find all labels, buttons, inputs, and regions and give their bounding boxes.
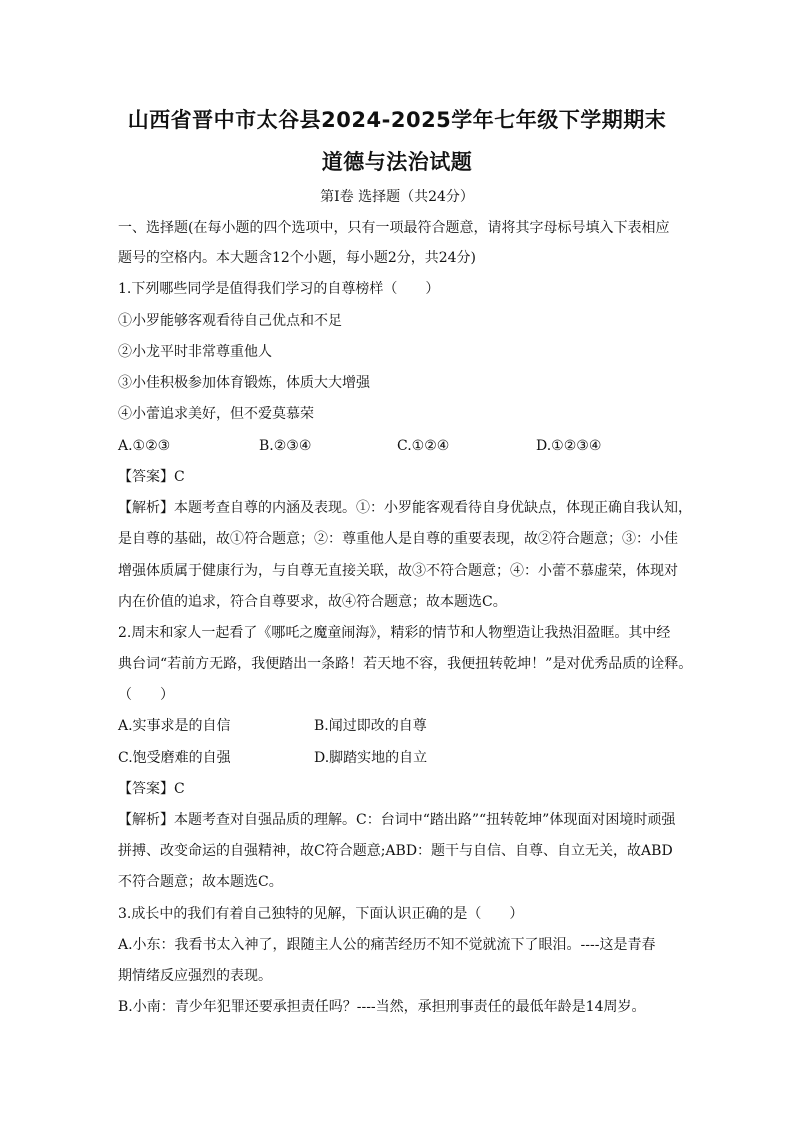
question-3-line: 期情绪反应强烈的表现。 xyxy=(118,968,272,984)
question-2-analysis-line: 拼搏、改变命运的自强精神，故C符合题意;ABD：题干与自信、自尊、自立无关，故ABD xyxy=(118,843,673,859)
question-2-option-a: A.实事求是的自信 xyxy=(118,718,231,734)
exam-title-line2: 道德与法治试题 xyxy=(321,150,473,174)
question-1-item: ④小蕾追求美好，但不爱莫慕荣 xyxy=(118,406,314,422)
question-3-line: A.小东：我看书太入神了，跟随主人公的痛苦经历不知不觉就流下了眼泪。----这是青春 xyxy=(118,937,656,953)
question-1-item: ②小龙平时非常尊重他人 xyxy=(118,344,272,360)
exam-title-line1: 山西省晋中市太谷县2024-2025学年七年级下学期期末 xyxy=(127,108,667,132)
question-1-analysis-line: 【解析】本题考查自尊的内涵及表现。①：小罗能客观看待自身优缺点，体现正确自我认知， xyxy=(118,500,692,516)
question-1-stem: 1.下列哪些同学是值得我们学习的自尊榜样（ ） xyxy=(118,281,440,297)
question-1-analysis-line: 内在价值的追求，符合自尊要求，故④符合题意；故本题选C。 xyxy=(118,594,507,610)
question-2-stem: 2.周末和家人一起看了《哪吒之魔童闹海》，精彩的情节和人物塑造让我热泪盈眶。其中经 xyxy=(118,625,671,641)
question-2-stem: （ ） xyxy=(118,687,174,703)
question-1-analysis-line: 增强体质属于健康行为，与自尊无直接关联，故③不符合题意；④：小蕾不慕虚荣，体现对 xyxy=(118,563,678,579)
question-2-analysis-line: 不符合题意；故本题选C。 xyxy=(118,874,283,890)
question-2-option-c: C.饱受磨难的自强 xyxy=(118,750,231,766)
question-1-item: ③小佳积极参加体育锻炼，体质大大增强 xyxy=(118,375,370,391)
question-3-line: B.小南：青少年犯罪还要承担责任吗？----当然，承担刑事责任的最低年龄是14周岁。 xyxy=(118,999,646,1015)
question-2-analysis-line: 【解析】本题考查对自强品质的理解。C：台词中“踏出路”“扭转乾坤”体现面对困境时顽强 xyxy=(118,812,676,828)
question-2-stem: 典台词“若前方无路，我便踏出一条路！若天地不容，我便扭转乾坤！”是对优秀品质的诠释。 xyxy=(118,656,693,672)
question-2-answer: 【答案】C xyxy=(118,781,185,797)
section-heading: 第Ⅰ卷 选择题（共24分） xyxy=(320,189,474,205)
question-2-option-d: D.脚踏实地的自立 xyxy=(314,750,428,766)
question-1-option-b: B.②③④ xyxy=(259,438,312,454)
question-3-stem: 3.成长中的我们有着自己独特的见解，下面认识正确的是（ ） xyxy=(118,906,524,922)
instructions-line: 一、选择题(在每小题的四个选项中，只有一项最符合题意，请将其字母标号填入下表相应 xyxy=(118,220,670,236)
question-1-option-c: C.①②④ xyxy=(397,438,450,454)
question-2-option-b: B.闻过即改的自尊 xyxy=(314,718,427,734)
instructions-line: 题号的空格内。本大题含12个小题，每小题2分，共24分) xyxy=(118,250,476,266)
question-1-item: ①小罗能够客观看待自己优点和不足 xyxy=(118,313,342,329)
question-1-option-a: A.①②③ xyxy=(118,438,171,454)
question-1-answer: 【答案】C xyxy=(118,469,185,485)
question-1-option-d: D.①②③④ xyxy=(536,438,602,454)
question-1-analysis-line: 是自尊的基础，故①符合题意；②：尊重他人是自尊的重要表现，故②符合题意；③：小佳 xyxy=(118,531,678,547)
